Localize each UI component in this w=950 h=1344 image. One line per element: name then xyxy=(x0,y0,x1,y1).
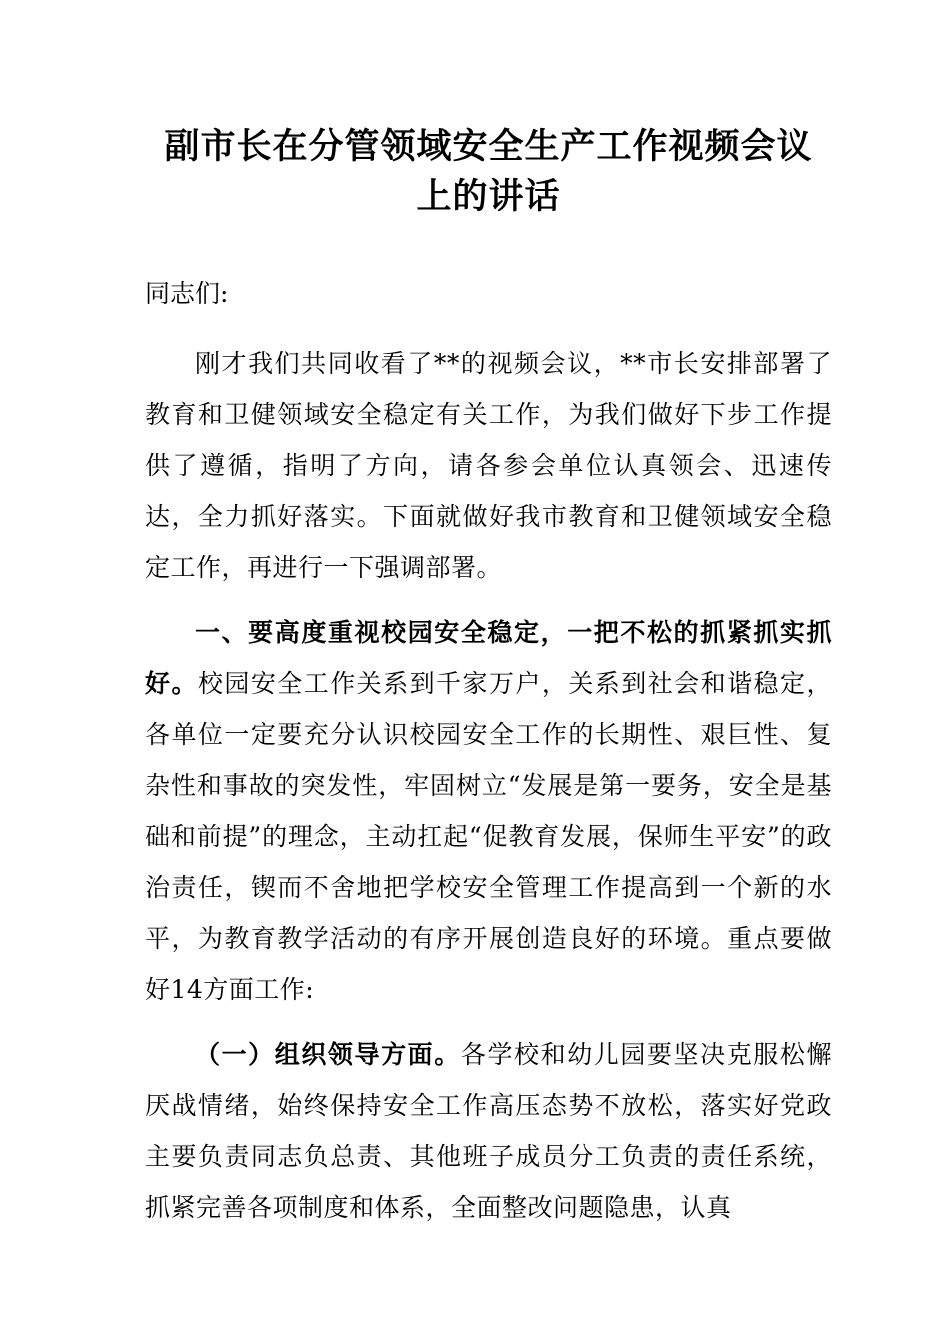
title-line-1: 副市长在分管领域安全生产工作视频会议 xyxy=(164,126,813,167)
paragraph-text: 各学校和幼儿园要坚决克服松懈厌战情绪，始终保持安全工作高压态势不放松，落实好党政主要负责同志负总责、其他班子成员分工负责的责任系统，抓紧完善各项制度和体系，全面整改问题隐患，认真 xyxy=(145,1040,832,1222)
document-title xyxy=(145,122,832,222)
paragraph-text: 校园安全工作关系到千家万户，关系到社会和谐稳定，各单位一定要充分认识校园安全工作的长期性、艰巨性、复杂性和事故的突发性，牢固树立“发展是第一要务，安全是基础和前提”的理念，主动扛起“促教育发展，保师生平安”的政治责任，锲而不舍地把学校安全管理工作提高到一个新的水平，为教育教学活动的有序开展创造良好的环境。重点要做好14方面工作: xyxy=(145,669,832,1004)
salutation: 同志们: xyxy=(145,279,229,308)
paragraph-section-1 xyxy=(145,607,832,1015)
paragraph-text: 刚才我们共同收看了**的视频会议，**市长安排部署了教育和卫健领域安全稳定有关工作，为我们做好下步工作提供了遵循，指明了方向，请各参会单位认真领会、迅速传达，全力抓好落实。下面就做好我市教育和卫健领域安全稳定工作，再进行一下强调部署。 xyxy=(145,349,832,582)
section-heading: 一、要高度重视校园安全稳定，一把不松的抓紧抓实抓好。 xyxy=(145,618,832,698)
title-line-2: 上的讲话 xyxy=(416,176,561,217)
paragraph-intro xyxy=(145,338,832,593)
subsection-heading: （一）组织领导方面。 xyxy=(195,1040,461,1069)
paragraph-subsection-1 xyxy=(145,1029,832,1233)
